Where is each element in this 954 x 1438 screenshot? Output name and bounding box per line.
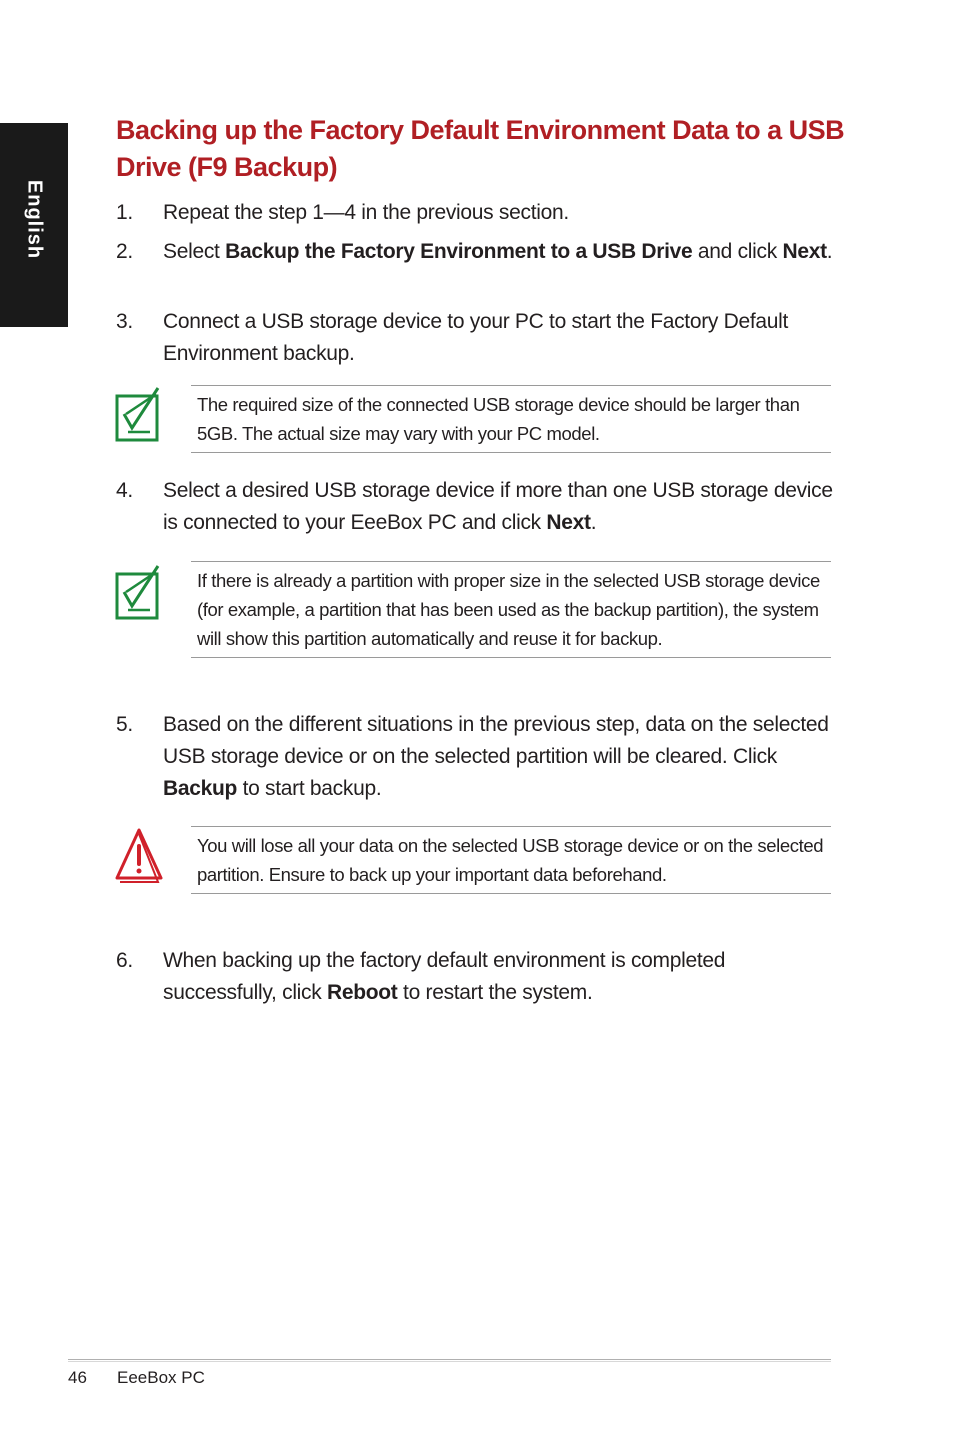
step-text-part: Select — [163, 240, 226, 263]
step-text — [163, 945, 838, 1009]
button-name-next: Next — [782, 240, 827, 263]
step-number: 6. — [116, 949, 133, 972]
language-tab-label: English — [23, 179, 46, 260]
option-name: Backup the Factory Environment to a USB Drive — [225, 240, 693, 263]
step-number: 2. — [116, 240, 133, 263]
button-name-reboot: Reboot — [326, 981, 398, 1004]
step-text-part: and click — [692, 240, 783, 263]
step-number: 5. — [116, 713, 133, 736]
product-name: EeeBox PC — [117, 1368, 205, 1387]
step-text-part: Based on the different situations in the previous step, data on the selected USB storage device or on the selected partition will be cleared. Click — [163, 713, 829, 768]
warning-box: You will lose all your data on the selected USB storage device or on the selected partition. Ensure to back up your important data beforehand. — [191, 826, 831, 894]
button-name-next: Next — [546, 511, 591, 534]
note-icon — [114, 384, 164, 442]
note-box: If there is already a partition with proper size in the selected USB storage device (for example, a partition that has been used as the backup partition), the system will show this partition automatically and reuse it for backup. — [191, 561, 831, 658]
step-number: 3. — [116, 310, 133, 333]
note-box: The required size of the connected USB storage device should be larger than 5GB. The actual size may vary with your PC model. — [191, 385, 831, 453]
step-text-part: to restart the system. — [397, 981, 593, 1004]
page-title: Backing up the Factory Default Environment Data to a USB Drive (F9 Backup) — [116, 115, 845, 182]
step-text-part: . — [826, 240, 833, 263]
step-text — [163, 475, 838, 539]
step-text — [163, 709, 838, 805]
step-number: 1. — [116, 201, 133, 224]
step-text-part: When backing up the factory default environment is completed successfully, click — [163, 949, 726, 1004]
note-icon — [114, 562, 164, 620]
step-text-part: to start backup. — [237, 777, 382, 800]
language-tab — [0, 123, 68, 327]
step-text: Connect a USB storage device to your PC to start the Factory Default Environment backup. — [163, 310, 789, 365]
step-text-part: Select a desired USB storage device if more than one USB storage device is connected to your EeeBox PC and click — [163, 479, 833, 534]
page-number: 46 — [68, 1368, 87, 1387]
step-text-part: . — [590, 511, 597, 534]
footer-divider — [68, 1359, 831, 1362]
step-number: 4. — [116, 479, 133, 502]
step-text — [163, 236, 838, 268]
warning-icon — [114, 826, 164, 884]
button-name-backup: Backup — [163, 777, 238, 800]
step-text: Repeat the step 1—4 in the previous section. — [163, 201, 569, 224]
